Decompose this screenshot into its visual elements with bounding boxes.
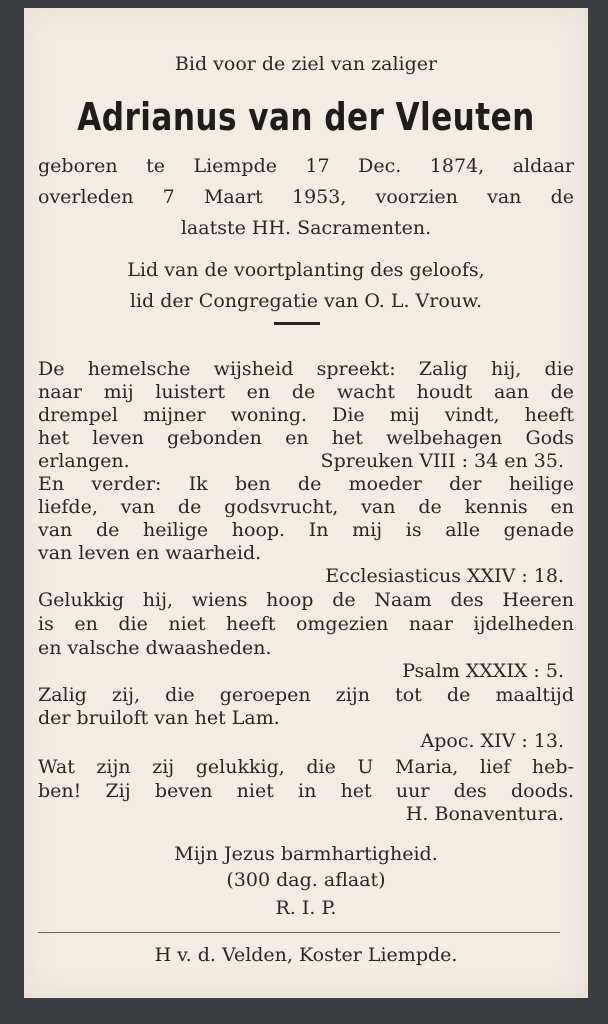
- verse-line: En verder: Ik ben de moeder der heilige: [38, 473, 574, 495]
- verse-line: en valsche dwaasheden.: [38, 637, 272, 659]
- separator-rule: [274, 322, 320, 325]
- bio-line: geboren te Liempde 17 Dec. 1874, aldaar: [38, 155, 574, 177]
- printer-credit: H v. d. Velden, Koster Liempde.: [154, 944, 458, 966]
- intro-text: Bid voor de ziel van zaliger: [174, 53, 438, 75]
- rip-text: R. I. P.: [275, 897, 337, 919]
- bio-line: overleden 7 Maart 1953, voorzien van de: [38, 186, 574, 208]
- verse-reference: Psalm XXXIX : 5.: [402, 660, 564, 682]
- verse-line: Gelukkig hij, wiens hoop de Naam des Heeren: [38, 589, 574, 611]
- indulgence-text: (300 dag. aflaat): [226, 869, 386, 891]
- verse-reference: H. Bonaventura.: [405, 803, 564, 825]
- verse-line: naar mij luistert en de wacht houdt aan de: [38, 381, 574, 403]
- deceased-name: Adrianus van der Vleuten: [77, 95, 535, 139]
- verse-line: ben! Zij beven niet in het uur des doods.: [38, 780, 574, 802]
- verse-line: Wat zijn zij gelukkig, die U Maria, lief heb-: [38, 756, 574, 778]
- verse-line: is en die niet heeft omgezien naar ijdelheden: [38, 613, 574, 635]
- verse-line: liefde, van de godsvrucht, van de kennis en: [38, 496, 574, 518]
- memorial-card: [24, 8, 588, 998]
- bio-line: lid der Congregatie van O. L. Vrouw.: [129, 290, 483, 312]
- verse-line: der bruiloft van het Lam.: [38, 707, 280, 729]
- prayer-text: Mijn Jezus barmhartigheid.: [174, 843, 438, 865]
- footer-rule: [38, 932, 560, 933]
- verse-line: De hemelsche wijsheid spreekt: Zalig hij, die: [38, 358, 574, 380]
- bio-line: Lid van de voortplanting des geloofs,: [127, 259, 485, 281]
- verse-reference: Ecclesiasticus XXIV : 18.: [325, 565, 564, 587]
- verse-reference: Spreuken VIII : 34 en 35.: [320, 450, 564, 472]
- verse-line: het leven gebonden en het welbehagen Gods: [38, 427, 574, 449]
- verse-line: erlangen.: [38, 450, 130, 472]
- verse-reference: Apoc. XIV : 13.: [420, 730, 564, 752]
- verse-line: Zalig zij, die geroepen zijn tot de maaltijd: [38, 684, 574, 706]
- bio-line: laatste HH. Sacramenten.: [180, 217, 432, 239]
- verse-line: van leven en waarheid.: [38, 542, 262, 564]
- verse-line: van de heilige hoop. In mij is alle genade: [38, 519, 574, 541]
- verse-line: drempel mijner woning. Die mij vindt, heeft: [38, 404, 574, 426]
